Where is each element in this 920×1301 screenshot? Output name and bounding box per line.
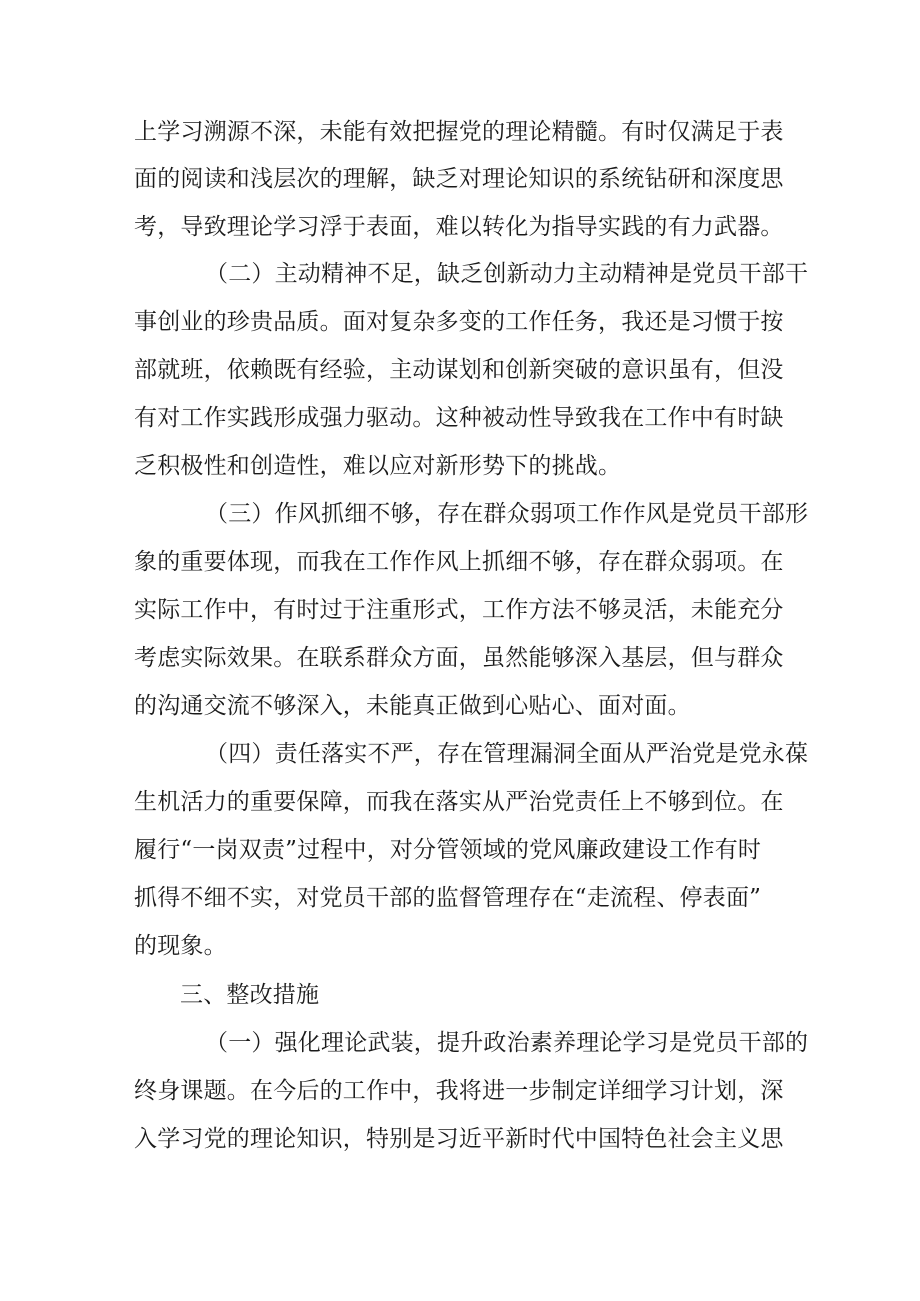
text-line: 终身课题。在今后的工作中，我将进一步制定详细学习计划，深 — [134, 1078, 784, 1104]
paragraph-start-line: （二）主动精神不足，缺乏创新动力主动精神是党员干部干 — [205, 261, 809, 287]
text-line: 乏积极性和创造性，难以应对新形势下的挑战。 — [134, 453, 622, 479]
text-line: 考，导致理论学习浮于表面，难以转化为指导实践的有力武器。 — [134, 214, 784, 240]
text-line: 实际工作中，有时过于注重形式，工作方法不够灵活，未能充分 — [134, 597, 784, 623]
text-line: 履行“一岗双责”过程中，对分管领域的党风廉政建设工作有时 — [134, 837, 762, 863]
text-line: 面的阅读和浅层次的理解，缺乏对理论知识的系统钻研和深度思 — [134, 166, 784, 192]
text-line: 上学习溯源不深，未能有效把握党的理论精髓。有时仅满足于表 — [134, 119, 784, 145]
text-line: 事创业的珍贵品质。面对复杂多变的工作任务，我还是习惯于按 — [134, 309, 784, 335]
text-line: 部就班，依赖既有经验，主动谋划和创新突破的意识虽有，但没 — [134, 357, 784, 383]
text-line: 考虑实际效果。在联系群众方面，虽然能够深入基层，但与群众 — [134, 645, 784, 671]
paragraph-start-line: （一）强化理论武装，提升政治素养理论学习是党员干部的 — [205, 1030, 809, 1056]
text-line: 象的重要体现，而我在工作作风上抓细不够，存在群众弱项。在 — [134, 549, 784, 575]
text-line: 抓得不细不实，对党员干部的监督管理存在“走流程、停表面” — [134, 885, 762, 911]
paragraph-start-line: （四）责任落实不严，存在管理漏洞全面从严治党是党永葆 — [205, 741, 809, 767]
text-line: 的现象。 — [134, 933, 227, 959]
text-line: 有对工作实践形成强力驱动。这种被动性导致我在工作中有时缺 — [134, 405, 784, 431]
section-heading: 三、整改措施 — [180, 982, 320, 1008]
text-line: 的沟通交流不够深入，未能真正做到心贴心、面对面。 — [134, 693, 691, 719]
text-line: 入学习党的理论知识，特别是习近平新时代中国特色社会主义思 — [134, 1126, 784, 1152]
paragraph-start-line: （三）作风抓细不够，存在群众弱项工作作风是党员干部形 — [205, 501, 809, 527]
text-line: 生机活力的重要保障，而我在落实从严治党责任上不够到位。在 — [134, 789, 784, 815]
